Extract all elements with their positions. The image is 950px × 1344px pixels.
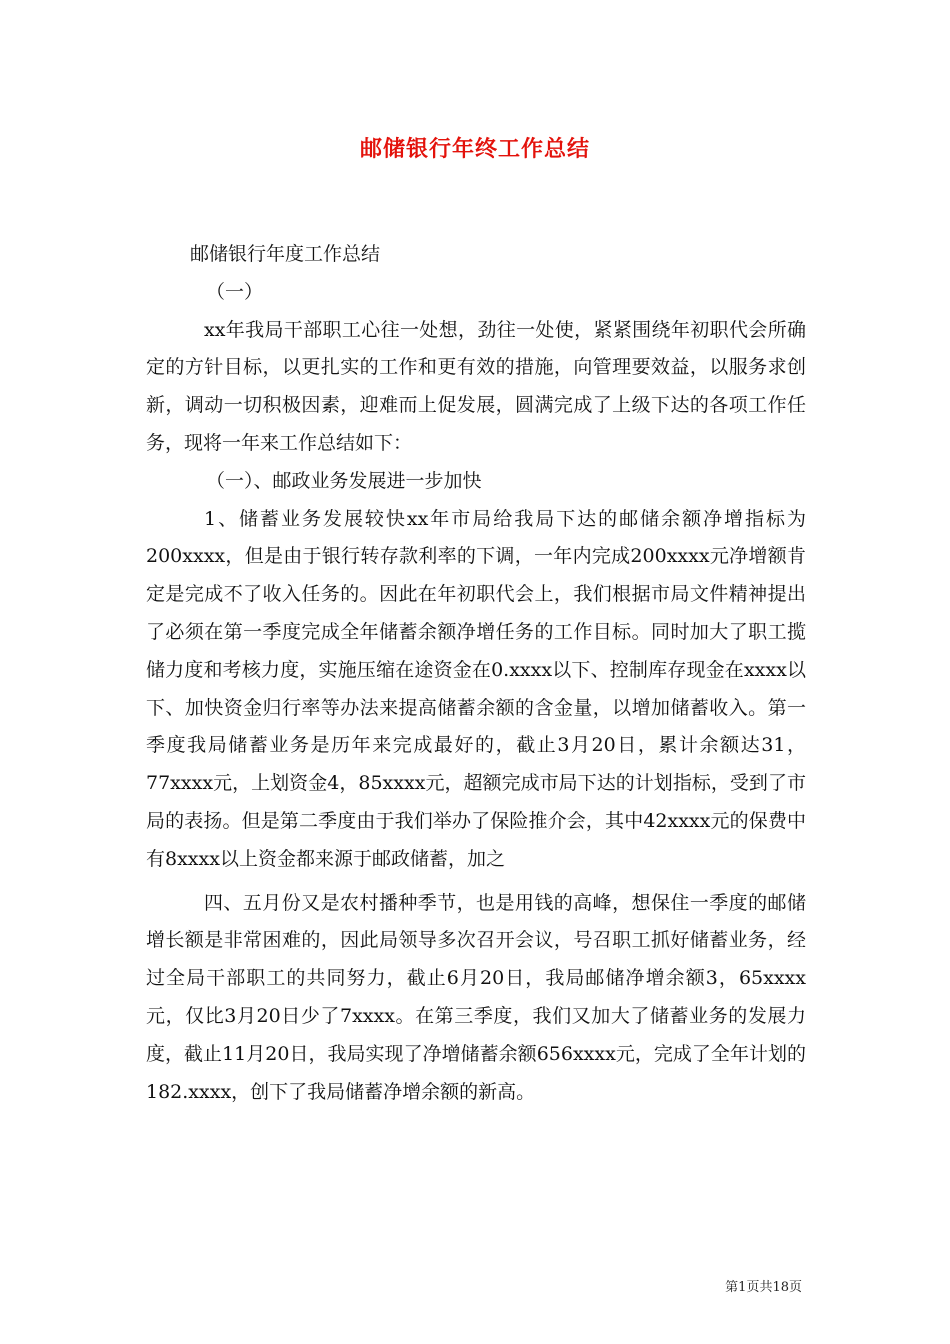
paragraph-intro: xx年我局干部职工心往一处想，劲往一处使，紧紧围绕年初职代会所确定的方针目标，以更扎实的工作和更有效的措施，向管理要效益，以服务求创新，调动一切积极因素，迎难而上促发展，圆满完成了上级下达的各项工作任务，现将一年来工作总结如下： [146,318,806,454]
section-heading: （一）、邮政业务发展进一步加快 [206,469,482,492]
document-body [146,236,806,1111]
page-number: 第1页共18页 [725,1280,802,1295]
paragraph-savings: 1、储蓄业务发展较快xx年市局给我局下达的邮储余额净增指标为200xxxx，但是由于银行转存款利率的下调，一年内完成200xxxx元净增额肯定是完成不了收入任务的。因此在年初职代会上，我们根据市局文件精神提出了必须在第一季度完成全年储蓄余额净增任务的工作目标。同时加大了职工揽储力度和考核力度，实施压缩在途资金在0.xxxx以下、控制库存现金在xxxx以下、加快资金归行率等办法来提高储蓄余额的含金量，以增加储蓄收入。第一季度我局储蓄业务是历年来完成最好的，截止3月20日，累计余额达31，77xxxx元，上划资金4，85xxxx元，超额完成市局下达的计划指标，受到了市局的表扬。但是第二季度由于我们举办了保险推介会，其中42xxxx元的保费中有8xxxx以上资金都来源于邮政储蓄，加之 [146,507,806,870]
document-title: 邮储银行年终工作总结 [359,137,590,162]
paragraph-continuation: 四、五月份又是农村播种季节，也是用钱的高峰，想保住一季度的邮储增长额是非常困难的，因此局领导多次召开会议，号召职工抓好储蓄业务，经过全局干部职工的共同努力，截止6月20日，我局邮储净增余额3，65xxxx元，仅比3月20日少了7xxxx。在第三季度，我们又加大了储蓄业务的发展力度，截止11月20日，我局实现了净增储蓄余额656xxxx元，完成了全年计划的182.xxxx，创下了我局储蓄净增余额的新高。 [146,891,806,1103]
document-subtitle: 邮储银行年度工作总结 [190,243,381,265]
section-marker: （一） [206,280,264,303]
